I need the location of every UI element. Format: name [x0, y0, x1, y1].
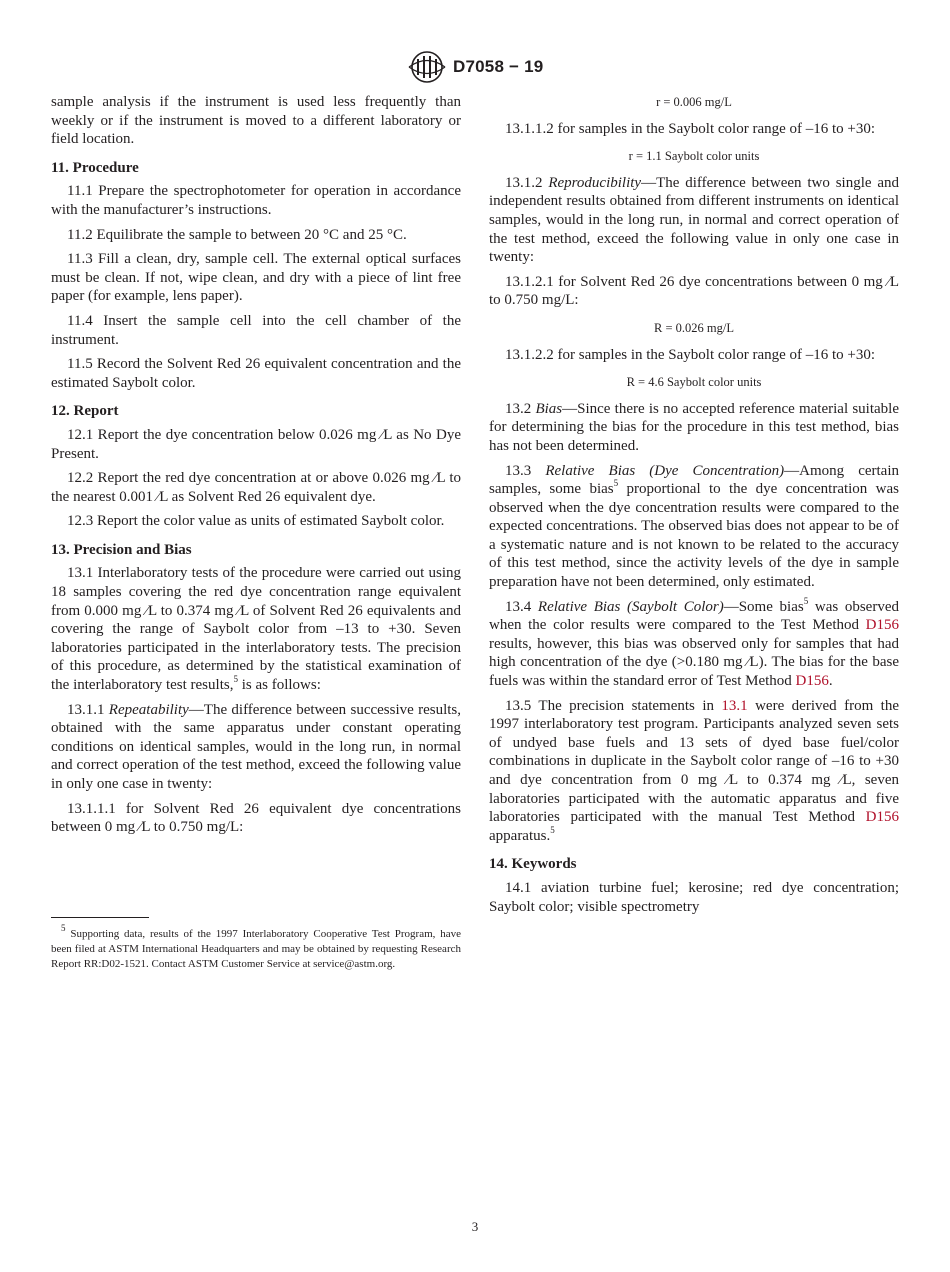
paragraph-11-4: 11.4 Insert the sample cell into the cell chamber of the instrument. [51, 312, 461, 348]
continued-paragraph: sample analysis if the instrument is used less frequently than weekly or if the instrument is moved to a different laboratory or field location. [51, 94, 461, 148]
paragraph-13-1: 13.1 Interlaboratory tests of the procedure were carried out using 18 samples covering the red dye concentration range equivalent from 0.000 mg ⁄L to 0.374 mg ⁄L of Solvent Red 26 equivalents and covering the range of Saybolt color from –13 to +30. Seven laboratories participated in the interlaboratory tests. The precision of this procedure, as determined by the statistical examination of the interlaboratory test results,$^5$ is as follows: [51, 565, 461, 694]
section-heading-report: 12. Report [51, 403, 119, 420]
equation-repeatability-dye: r = 0.006 mg/L [656, 95, 732, 109]
paragraph-13-4: 13.4 Relative Bias (Saybolt Color)—Some bias$^5$ was observed when the color results were compared to the Test Method D156 results, however, this bias was observed only for samples that had high concentration of the dye (>0.180 mg ⁄L). The bias for the base fuels was within the standard error of Test Method D156. [489, 595, 899, 690]
section-heading-procedure: 11. Procedure [51, 159, 139, 176]
paragraph-11-1: 11.1 Prepare the spectrophotometer for operation in accordance with the manufacturer’s instructions. [51, 183, 461, 218]
paragraph-11-2: 11.2 Equilibrate the sample to between 20 °C and 25 °C. [67, 226, 407, 243]
paragraph-13-1-1: 13.1.1 Repeatability—The difference between successive results, obtained with the same apparatus under constant operating conditions on identical samples, would in the long run, in normal and correct operation of the test method, exceed the following value in only one case in twenty: [51, 701, 461, 792]
footnote-ref: 5 [233, 674, 238, 685]
term-relative-bias-dye: Relative Bias (Dye Concentration) [545, 462, 785, 479]
right-column [489, 93, 899, 922]
paragraph-13-5: 13.5 The precision statements in 13.1 were derived from the 1997 interlaboratory test program. Participants analyzed seven sets of undyed base fuels and 13 sets of dyed base fuel/color combinations in duplicate in the Saybolt color range of –16 to +30 and dye concentration from 0 mg ⁄L to 0.374 mg ⁄L, seven laboratories participated with the automatic apparatus and five laboratories participated with the manual Test Method D156 apparatus.$^5$ [489, 697, 899, 844]
footnote: $^5$ Supporting data, results of the 1997 Interlaboratory Cooperative Test Program, have been filed at ASTM International Headquarters and may be obtained by requesting Research Report RR:D02-1521. Contact ASTM Customer Service at service@astm.org. [51, 923, 461, 971]
footnote-ref: 5 [613, 478, 619, 489]
equation-reproducibility-dye: R = 0.026 mg/L [654, 320, 734, 335]
equation-reproducibility-color: R = 4.6 Saybolt color units [626, 375, 762, 390]
page-header [0, 50, 950, 86]
document-designation: D7058 − 19 [453, 57, 544, 76]
link-section-13-1[interactable]: 13.1 [721, 697, 748, 714]
link-d156[interactable]: D156 [865, 809, 899, 826]
left-column [51, 93, 461, 843]
paragraph-12-3: 12.3 Report the color value as units of estimated Saybolt color. [67, 513, 445, 530]
paragraph-13-1-1-1: 13.1.1.1 for Solvent Red 26 equivalent dye concentrations between 0 mg ⁄L to 0.750 mg/L: [51, 800, 461, 836]
link-d156[interactable]: D156 [795, 673, 829, 690]
term-bias: Bias [535, 400, 563, 417]
page-number: 3 [471, 1219, 479, 1234]
paragraph-11-3: 11.3 Fill a clean, dry, sample cell. The external optical surfaces must be clean. If not, wipe clean, and dry with a piece of lint free paper (for example, lens paper). [51, 251, 461, 305]
paragraph-13-1-2: 13.1.2 Reproducibility—The difference between two single and independent results obtained from different instruments on identical samples, would in the long run, in normal and correct operation of the test method, exceed the following value in only one case in twenty: [489, 174, 900, 266]
section-heading-keywords: 14. Keywords [489, 856, 577, 873]
footnote-ref: 5 [803, 595, 809, 606]
paragraph-13-3: 13.3 Relative Bias (Dye Concentration)—Among certain samples, some bias$^5$ proportional to the dye concentration was observed when the dye concentration results were compared to the expected concentrations. The observed bias does not appear to be of a systematic nature and is not known to be related to the accuracy of this test method, since the activity levels of the dye in sample preparation have not been determined, only estimated. [489, 462, 900, 591]
paragraph-13-1-2-1: 13.1.2.1 for Solvent Red 26 dye concentrations between 0 mg ⁄L to 0.750 mg/L: [489, 273, 899, 309]
term-repeatability: Repeatability [108, 701, 189, 718]
paragraph-13-2: 13.2 Bias—Since there is no accepted reference material suitable for determining the bias for the procedure in this test method, bias has not been determined. [489, 400, 899, 454]
paragraph-12-1: 12.1 Report the dye concentration below 0.026 mg ⁄L as No Dye Present. [51, 426, 461, 462]
paragraph-12-2: 12.2 Report the red dye concentration at or above 0.026 mg ⁄L to the nearest 0.001 ⁄L as Solvent Red 26 equivalent dye. [51, 470, 461, 505]
link-d156[interactable]: D156 [865, 617, 899, 634]
term-relative-bias-color: Relative Bias (Saybolt Color) [537, 598, 724, 615]
paragraph-14-1: 14.1 aviation turbine fuel; kerosine; red dye concentration; Saybolt color; visible spectrometry [489, 879, 899, 915]
paragraph-13-1-2-2: 13.1.2.2 for samples in the Saybolt color range of –16 to +30: [505, 346, 876, 363]
section-heading-precision-bias: 13. Precision and Bias [51, 541, 192, 558]
paragraph-11-5: 11.5 Record the Solvent Red 26 equivalent concentration and the estimated Saybolt color. [51, 356, 461, 391]
astm-logo-icon [407, 50, 447, 84]
footnote-ref: 5 [550, 824, 555, 835]
term-reproducibility: Reproducibility [548, 174, 642, 191]
paragraph-13-1-1-2: 13.1.1.2 for samples in the Saybolt color range of –16 to +30: [505, 120, 876, 137]
equation-repeatability-color: r = 1.1 Saybolt color units [628, 149, 760, 164]
footnote-divider [51, 917, 149, 918]
footnote-mark: 5 [61, 923, 66, 934]
